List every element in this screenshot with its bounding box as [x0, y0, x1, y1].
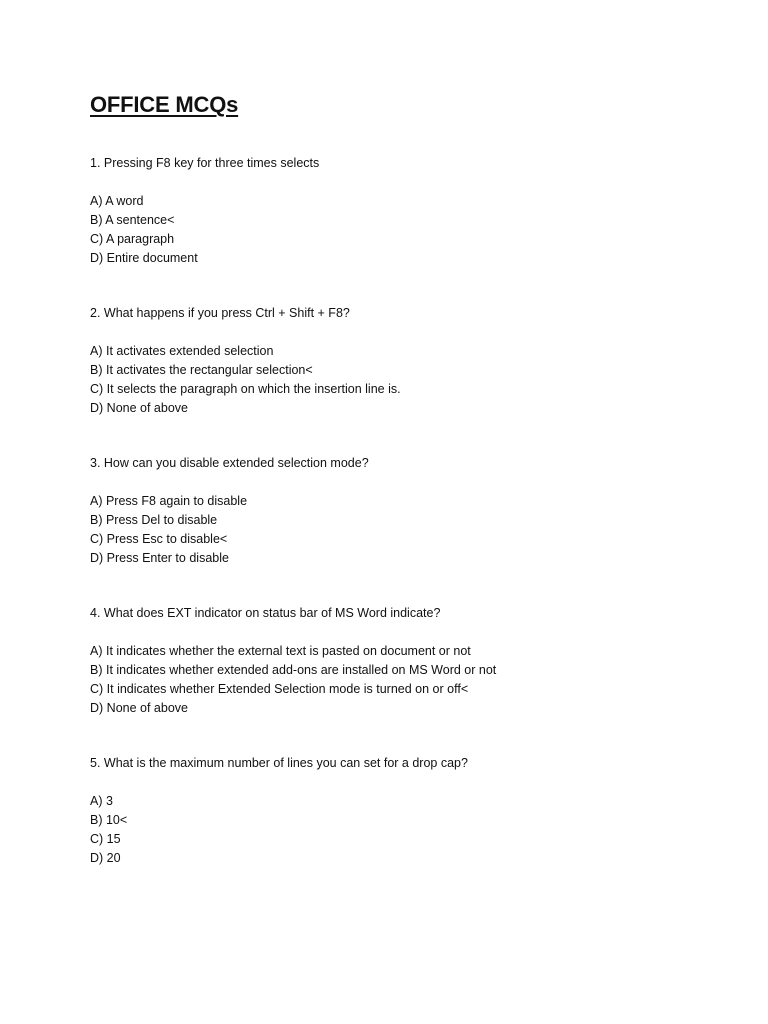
option-a: A) It activates extended selection — [90, 344, 274, 358]
option-c: C) 15 — [90, 832, 121, 846]
option-d: D) 20 — [90, 851, 121, 865]
option-list — [90, 342, 730, 418]
option-a: A) A word — [90, 194, 144, 208]
question-3 — [90, 454, 730, 568]
question-text: 1. Pressing F8 key for three times selects — [90, 156, 320, 170]
question-1 — [90, 154, 730, 268]
option-a: A) Press F8 again to disable — [90, 494, 248, 508]
option-c: C) Press Esc to disable< — [90, 532, 228, 546]
question-4 — [90, 604, 730, 718]
option-list — [90, 192, 730, 268]
option-list — [90, 642, 730, 718]
option-c: C) It selects the paragraph on which the insertion line is. — [90, 382, 401, 396]
option-c: C) A paragraph — [90, 232, 175, 246]
option-b: B) 10< — [90, 813, 128, 827]
page-title: OFFICE MCQs — [90, 92, 239, 117]
option-d: D) None of above — [90, 401, 188, 415]
option-d: D) None of above — [90, 701, 188, 715]
option-b: B) It activates the rectangular selection< — [90, 363, 313, 377]
option-list — [90, 792, 730, 868]
option-a: A) 3 — [90, 794, 113, 808]
question-text: 5. What is the maximum number of lines you can set for a drop cap? — [90, 756, 468, 770]
option-list — [90, 492, 730, 568]
option-b: B) Press Del to disable — [90, 513, 218, 527]
option-d: D) Press Enter to disable — [90, 551, 229, 565]
question-5 — [90, 754, 730, 868]
option-b: B) It indicates whether extended add-ons are installed on MS Word or not — [90, 663, 497, 677]
option-a: A) It indicates whether the external text is pasted on document or not — [90, 644, 471, 658]
option-b: B) A sentence< — [90, 213, 175, 227]
option-d: D) Entire document — [90, 251, 198, 265]
question-2 — [90, 304, 730, 418]
option-c: C) It indicates whether Extended Selection mode is turned on or off< — [90, 682, 469, 696]
question-text: 4. What does EXT indicator on status bar of MS Word indicate? — [90, 606, 441, 620]
question-text: 3. How can you disable extended selection mode? — [90, 456, 369, 470]
question-text: 2. What happens if you press Ctrl + Shift + F8? — [90, 306, 350, 320]
